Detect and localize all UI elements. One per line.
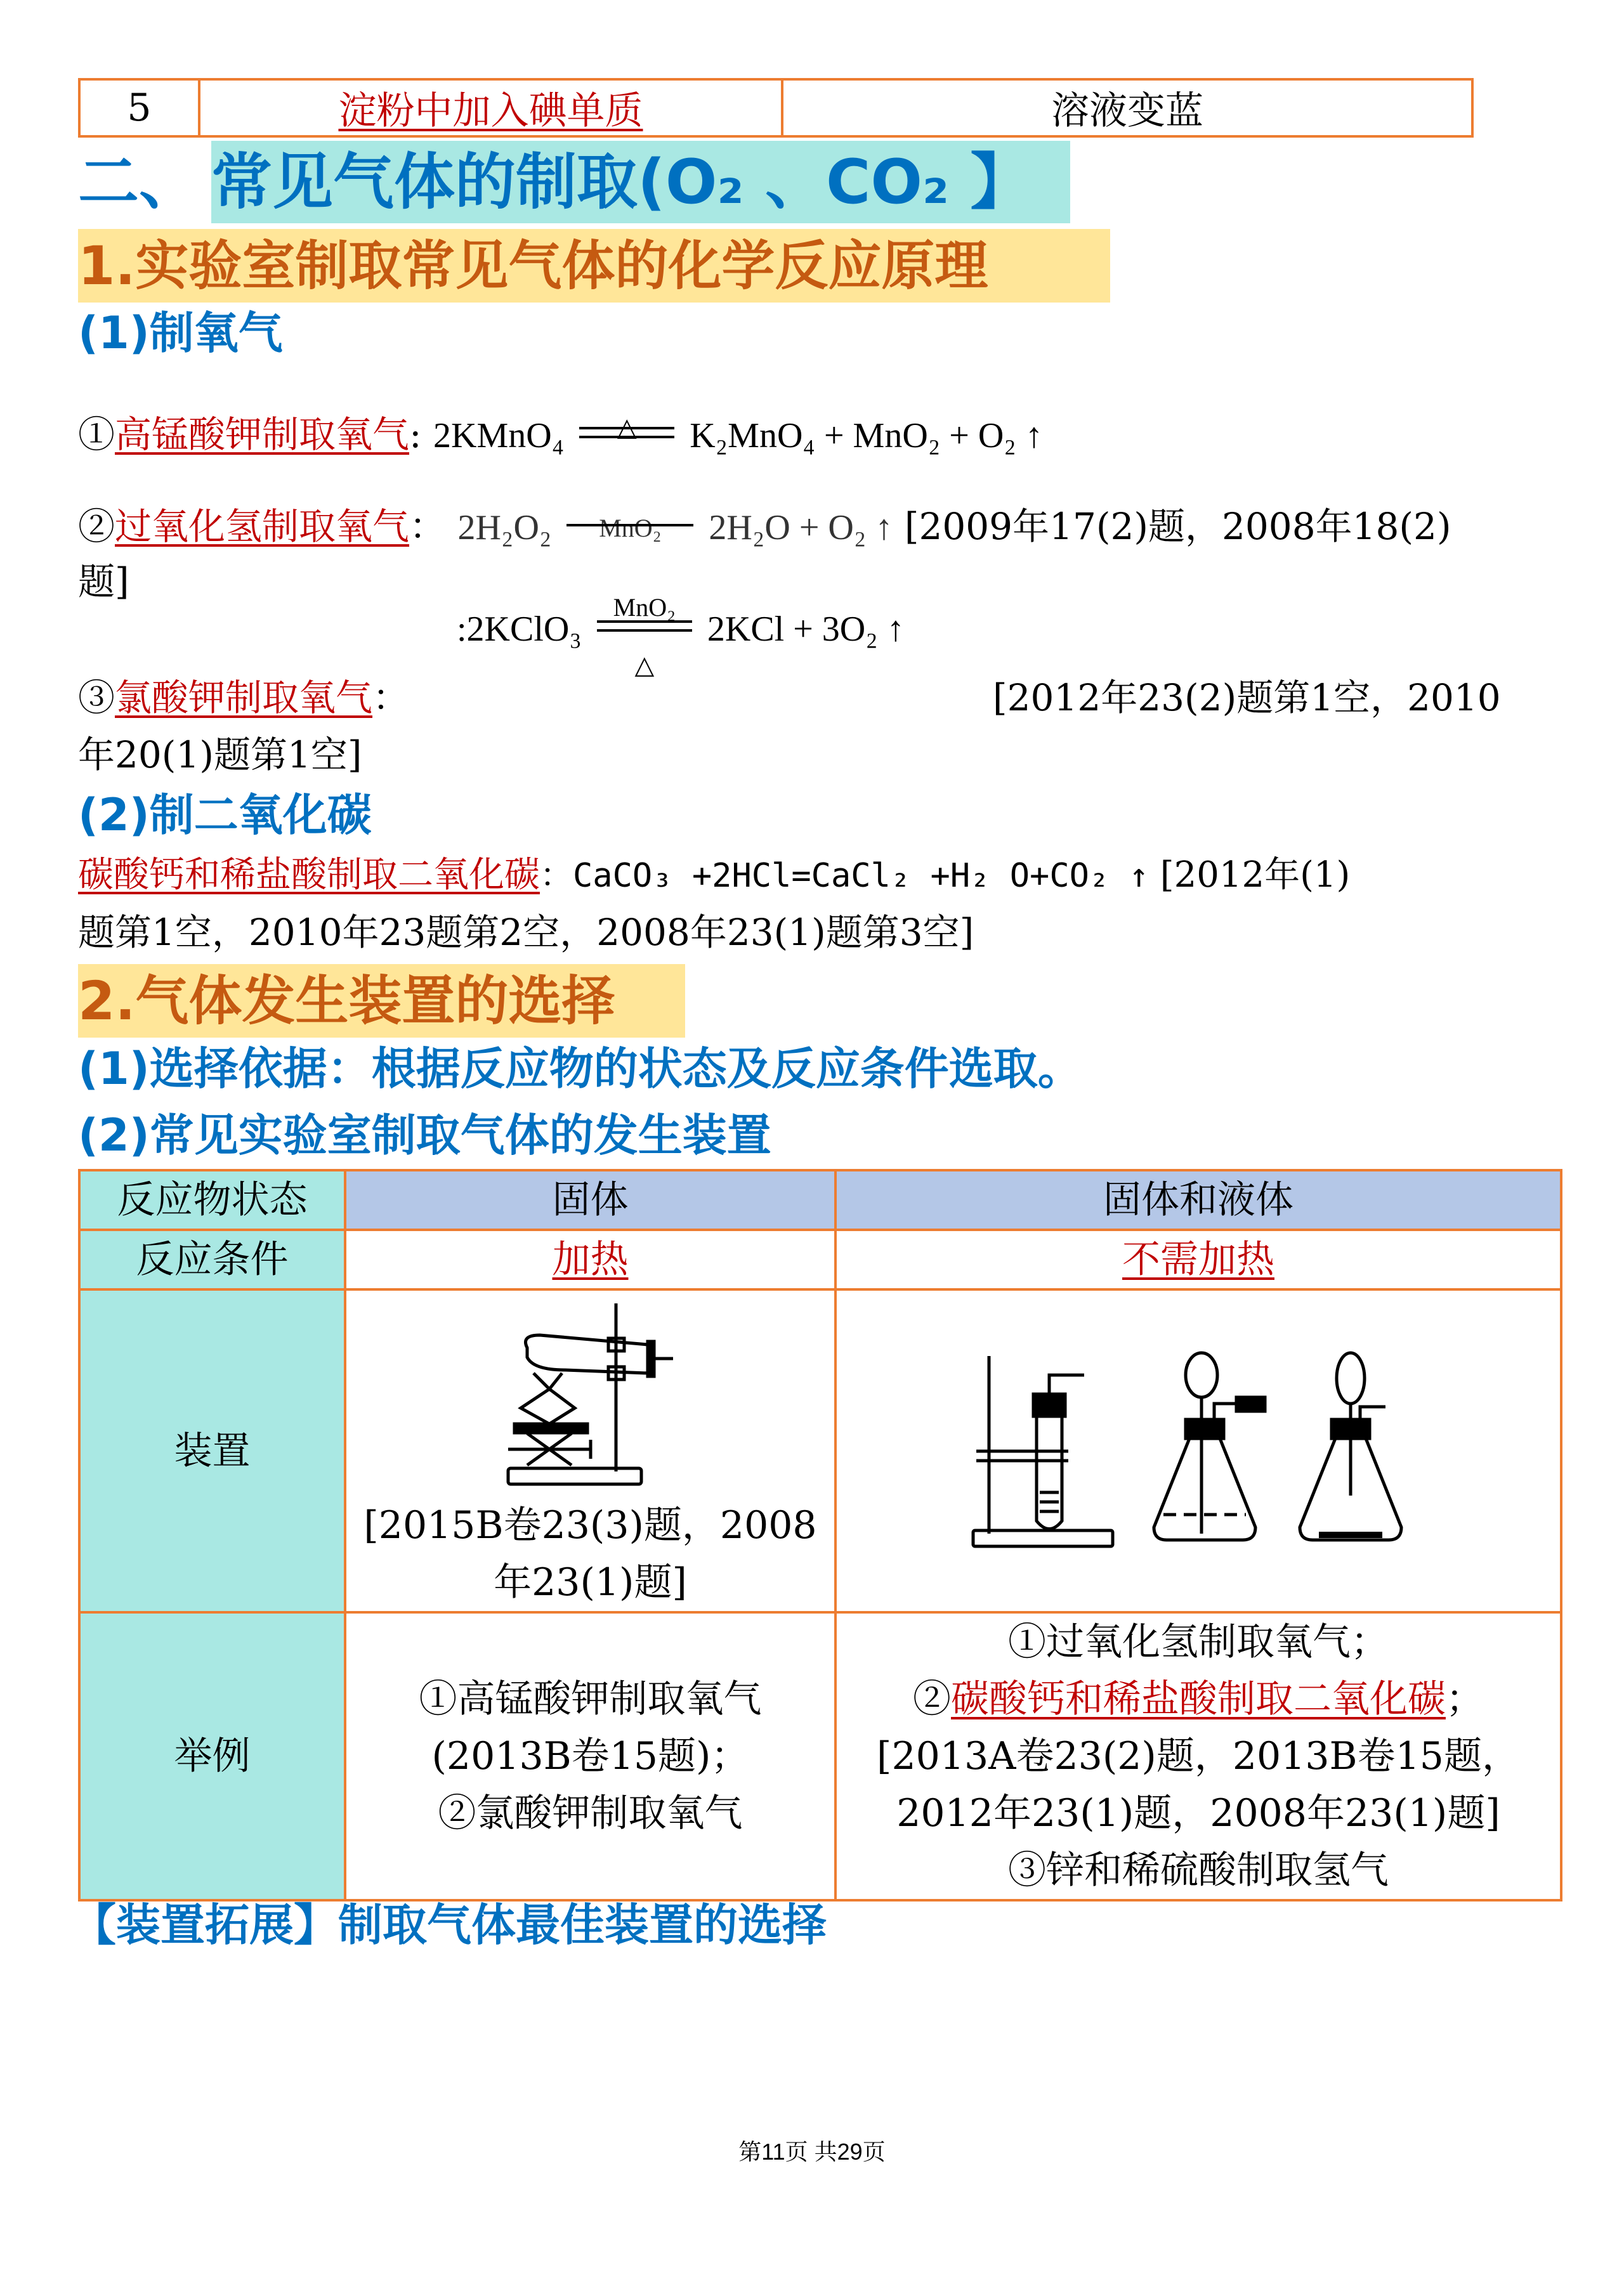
- heat-icon: △: [634, 651, 655, 679]
- examples-cell: ①过氧化氢制取氧气； ②碳酸钙和稀盐酸制取二氧化碳； [2013A卷23(2)题，2013B卷15题，2012年23(1)题，2008年23(1)题] ③锌和稀硫酸制取氢气: [835, 1612, 1561, 1900]
- experiment-cell: 淀粉中加入碘单质: [199, 79, 782, 136]
- equation-kmno4: ①高锰酸钾制取氧气: 2KMnO₄ △ K₂MnO₄ + MnO₂ + O₂ ↑: [78, 406, 1043, 464]
- chemical-equation: 2KMnO₄ △ K₂MnO₄ + MnO₂ + O₂ ↑: [433, 407, 1043, 464]
- exam-reference-cont: 题]: [78, 560, 129, 603]
- part1-heading: 1.实验室制取常见气体的化学反应原理: [78, 229, 1110, 303]
- oxygen-subheading: (1)制氧气: [78, 307, 283, 359]
- reaction-name: 碳酸钙和稀盐酸制取二氧化碳: [78, 854, 540, 896]
- table-row: [79, 79, 1472, 136]
- heat-icon: △: [617, 413, 637, 441]
- equation-co2: [78, 847, 1350, 904]
- row-header: 反应条件: [79, 1230, 345, 1289]
- exam-reference: [2012年(1): [1160, 854, 1351, 896]
- table-row: [79, 1612, 1561, 1900]
- condition-cell: 加热: [345, 1230, 835, 1289]
- table-row: [79, 1170, 1561, 1230]
- exam-reference: [2009年17(2)题，2008年18(2): [904, 505, 1451, 548]
- row-header: 举例: [79, 1612, 345, 1900]
- co2-subheading: (2)制二氧化碳: [78, 789, 372, 841]
- row-header: 装置: [79, 1289, 345, 1612]
- condition-cell: 不需加热: [835, 1230, 1561, 1289]
- table-row: [79, 1289, 1561, 1612]
- chemical-equation: ：CaCO₃ +2HCl=CaCl₂ +H₂ O+CO₂ ↑: [540, 857, 1149, 895]
- state-cell: 固体: [345, 1170, 835, 1230]
- page-number: 第11页 共29页: [738, 2139, 886, 2165]
- selection-basis: (1)选择依据：根据反应物的状态及反应条件选取。: [78, 1043, 1082, 1095]
- heat-condition-sign: [579, 413, 674, 447]
- reaction-name: 氯酸钾制取氧气: [115, 676, 373, 719]
- equation-kclo3: [457, 593, 905, 679]
- exam-reference: [2012年23(2)题第1空，2010: [993, 676, 1501, 719]
- row-header: 反应物状态: [79, 1170, 345, 1230]
- reaction-name: 高锰酸钾制取氧气: [115, 413, 410, 456]
- reaction-name: 过氧化氢制取氧气: [115, 505, 410, 548]
- gas-generator-table: [78, 1169, 1562, 1901]
- reaction-kclo3-label: ③氯酸钾制取氧气：: [78, 676, 410, 719]
- chemical-equation: 2H₂O₂ MnO₂ 2H₂O + O₂ ↑: [457, 508, 893, 547]
- chemical-equation: :2KClO₃ MnO₂ △ 2KCl + 3O₂ ↑: [457, 593, 905, 679]
- section-number: 二、: [78, 147, 200, 218]
- exam-reference-cont: 题第1空，2010年23题第2空，2008年23(1)题第3空]: [78, 911, 974, 954]
- catalyst-condition-sign: MnO₂: [566, 537, 693, 539]
- catalyst-heat-condition-sign: MnO₂ △: [597, 629, 692, 641]
- solid-heating-apparatus-icon: [495, 1300, 686, 1490]
- equation-h2o2: ②过氧化氢制取氧气： 2H₂O₂ MnO₂ 2H₂O + O₂ ↑ [2009年17(2)题，2008年18(2): [78, 498, 1451, 556]
- section-heading: [78, 141, 1070, 225]
- part2-heading: 2.气体发生装置的选择: [78, 964, 685, 1038]
- device-cell: [345, 1289, 835, 1612]
- phenomenon-cell: 溶液变蓝: [782, 79, 1472, 136]
- device-cell: [835, 1289, 1561, 1612]
- experiment-table: [78, 78, 1474, 138]
- device-reference: [2015B卷23(3)题，2008年23(1)题]: [363, 1503, 817, 1605]
- exam-reference-cont: 年20(1)题第1空]: [78, 733, 362, 776]
- state-cell: 固体和液体: [835, 1170, 1561, 1230]
- examples-cell: ①高锰酸钾制取氧气 (2013B卷15题)； ②氯酸钾制取氧气: [345, 1612, 835, 1900]
- table-row: [79, 1230, 1561, 1289]
- section-title: 常见气体的制取(O₂ 、CO₂ 】: [211, 141, 1070, 223]
- row-index: 5: [79, 79, 199, 136]
- solid-liquid-apparatus-icon: [964, 1350, 1433, 1553]
- extension-heading: 【装置拓展】制取气体最佳装置的选择: [72, 1899, 827, 1951]
- devices-subheading: (2)常见实验室制取气体的发生装置: [78, 1109, 771, 1161]
